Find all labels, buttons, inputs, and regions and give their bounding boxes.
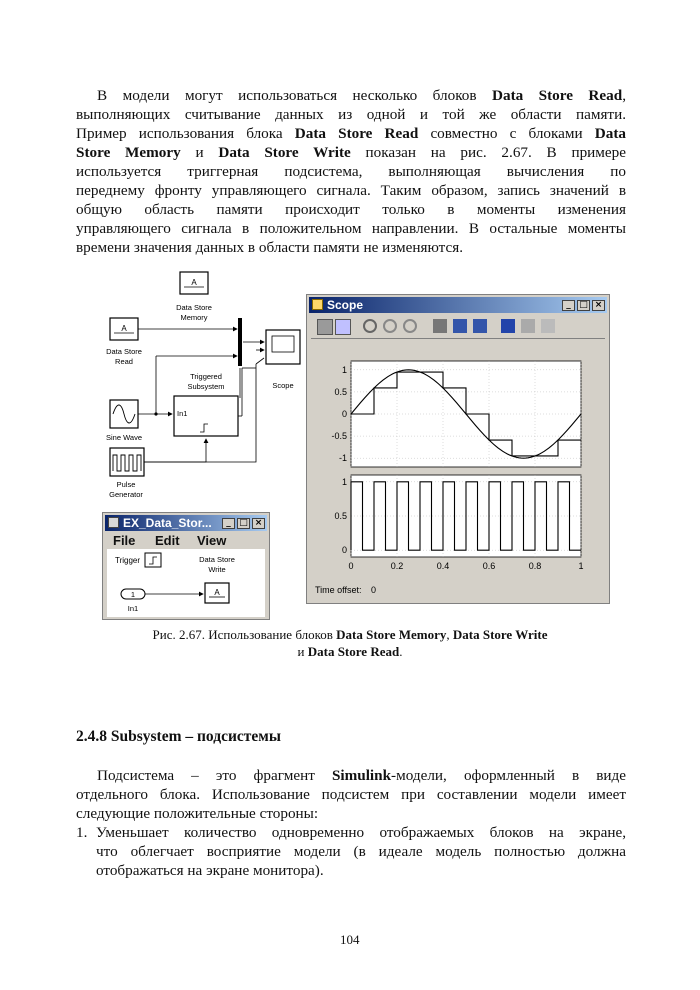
x-tick-label: 0.8 <box>528 561 542 571</box>
dsm-label-2: Memory <box>180 313 208 322</box>
menu-view[interactable]: View <box>197 533 227 548</box>
text-segment: Подсистема – это фрагмент <box>97 767 332 784</box>
scope-block-label: Scope <box>272 381 294 390</box>
x-tick-label: 1 <box>578 561 584 571</box>
inport-number: 1 <box>130 590 136 599</box>
scope-block[interactable] <box>266 330 300 390</box>
text-segment: , <box>622 87 626 104</box>
sine-wave-label: Sine Wave <box>106 433 142 442</box>
x-tick-label: 0.4 <box>436 561 450 571</box>
pulse-label-1: Pulse <box>116 480 136 489</box>
text-segment: и <box>180 144 219 161</box>
simulink-model-diagram <box>96 266 306 506</box>
text-segment: показан на рис. 2.67. В примере <box>350 144 626 161</box>
subsys-port-label: In1 <box>177 409 188 418</box>
text-segment: Data Store Write <box>218 144 351 161</box>
scope-plots <box>311 341 607 603</box>
text-segment: используется триггерная подсистема, выполняющая вычисления по <box>76 163 626 180</box>
time-offset-value: 0 <box>371 585 377 595</box>
scope-toolbar <box>311 316 605 339</box>
simulink-app-icon <box>108 517 119 528</box>
menu-edit[interactable]: Edit <box>155 533 180 548</box>
subsystem-titlebar[interactable] <box>105 515 267 531</box>
dsr-label-2: Read <box>115 357 133 366</box>
text-line <box>76 785 626 804</box>
dsr-label-1: Data Store <box>106 347 142 356</box>
data-store-memory-block[interactable] <box>176 272 212 322</box>
text-line <box>76 238 626 257</box>
y-tick-label: 1 <box>341 476 347 487</box>
text-segment: следующие положительные стороны: <box>76 805 319 822</box>
close-icon[interactable]: × <box>252 518 265 529</box>
text-line <box>76 124 626 143</box>
minimize-icon[interactable]: _ <box>562 300 575 311</box>
text-segment: Data Store Read <box>492 87 623 104</box>
data-store-write-block[interactable] <box>205 583 229 603</box>
zoom-x-icon[interactable] <box>383 319 397 333</box>
text-segment: Store Memory <box>76 144 181 161</box>
inport-label: In1 <box>127 604 139 613</box>
minimize-icon[interactable]: _ <box>222 518 235 529</box>
subsys-label-2: Subsystem <box>187 382 225 391</box>
text-segment: совместно с блоками <box>418 125 595 142</box>
figure-caption: Рис. 2.67. Использование блоков Data Store Memory, Data Store Write и Data Store Read. <box>152 627 548 659</box>
triggered-subsystem-block[interactable] <box>174 372 238 436</box>
signal-selection-icon[interactable] <box>541 319 555 333</box>
subsystem-paragraph <box>76 766 626 823</box>
dsw-label-2: Write <box>208 565 226 574</box>
inport-block[interactable] <box>121 589 145 613</box>
pulse-label-2: Generator <box>109 490 143 499</box>
text-line <box>76 105 626 124</box>
restore-axes-icon[interactable] <box>473 319 487 333</box>
list-item-text <box>96 823 626 880</box>
dsw-glyph: A <box>214 588 220 597</box>
y-tick-label: 0.5 <box>334 511 347 521</box>
menu-bar <box>107 533 265 547</box>
text-line <box>96 842 626 861</box>
text-segment: Пример использования блока <box>76 125 295 142</box>
subsystem-title: EX_Data_Stor... <box>123 516 212 530</box>
text-segment: выполняющих считывание данных из одной и той же области памяти. <box>76 106 626 123</box>
print-icon[interactable] <box>317 319 333 335</box>
text-line <box>76 162 626 181</box>
text-line <box>76 766 626 785</box>
time-offset-label: Time offset: <box>315 585 362 595</box>
save-axes-icon[interactable] <box>453 319 467 333</box>
text-segment: управляющего сигнала в положительном направлении. В остальные моменты <box>76 220 626 237</box>
x-tick-label: 0 <box>348 561 354 571</box>
sine-wave-block[interactable] <box>106 400 142 442</box>
floating-scope-icon[interactable] <box>501 319 515 333</box>
x-tick-label: 0.6 <box>482 561 496 571</box>
text-segment: В модели могут использоваться несколько блоков <box>97 87 493 104</box>
dsm-label-1: Data Store <box>176 303 212 312</box>
y-tick-label: 0 <box>341 545 347 556</box>
maximize-icon[interactable]: □ <box>577 300 590 311</box>
text-segment: общую область памяти происходит только в моменты изменения <box>76 201 626 218</box>
lock-axes-icon[interactable] <box>521 319 535 333</box>
menu-file[interactable]: File <box>113 533 136 548</box>
text-segment: Data <box>594 125 626 142</box>
y-tick-label: -1 <box>338 453 347 464</box>
pulse-generator-block[interactable] <box>109 448 144 499</box>
text-line <box>76 143 626 162</box>
close-icon[interactable]: × <box>592 300 605 311</box>
data-store-read-block[interactable] <box>106 318 142 366</box>
y-tick-label: 0.5 <box>334 386 347 397</box>
page-number: 104 <box>340 932 360 947</box>
y-tick-label: 1 <box>341 364 347 375</box>
parameters-icon[interactable] <box>335 319 351 335</box>
y-tick-label: -0.5 <box>331 431 347 442</box>
text-segment: отдельного блока. Использование подсистем при составлении модели имеет <box>76 786 626 803</box>
subsystem-window[interactable] <box>102 512 270 620</box>
scope-titlebar[interactable] <box>309 297 607 313</box>
subsys-label-1: Triggered <box>190 372 222 381</box>
list-marker: 1. <box>76 824 88 841</box>
dsr-glyph: A <box>121 324 127 333</box>
maximize-icon[interactable]: □ <box>237 518 250 529</box>
trigger-label: Trigger <box>115 556 141 565</box>
y-tick-label: 0 <box>341 409 347 419</box>
text-segment: Data Store Read <box>294 125 419 142</box>
text-line <box>76 200 626 219</box>
text-segment: -модели, оформленный в виде <box>391 767 626 784</box>
text-line <box>76 181 626 200</box>
text-line <box>76 86 626 105</box>
scope-title: Scope <box>327 298 364 312</box>
scope-window[interactable] <box>306 294 610 604</box>
text-segment: что облегчает восприятие модели (в идеале модель полностью должна <box>96 843 626 860</box>
text-line <box>76 804 626 823</box>
text-segment: Уменьшает количество одновременно отображаемых блоков на экране, <box>96 824 626 841</box>
text-segment: переднему фронту управляющего сигнала. Таким образом, запись значений в <box>76 182 626 199</box>
text-line <box>96 823 626 842</box>
intro-paragraph <box>76 86 626 257</box>
text-line <box>96 861 626 880</box>
mux-block[interactable] <box>238 318 242 366</box>
dsm-glyph: A <box>191 278 197 287</box>
zoom-y-icon[interactable] <box>403 319 417 333</box>
series-line-pulse-generator <box>351 482 581 550</box>
zoom-icon[interactable] <box>363 319 377 333</box>
x-tick-label: 0.2 <box>390 561 404 571</box>
trigger-block[interactable] <box>145 553 161 567</box>
section-heading: 2.4.8 Subsystem – подсистемы <box>76 728 281 745</box>
subsystem-canvas <box>107 549 265 617</box>
dsw-label-1: Data Store <box>199 555 235 564</box>
text-line <box>76 219 626 238</box>
text-segment: времени значения данных в области памяти не изменяются. <box>76 239 463 256</box>
autoscale-icon[interactable] <box>433 319 447 333</box>
text-segment: Simulink <box>331 767 392 784</box>
text-segment: отображаться на экране монитора). <box>96 862 324 879</box>
scope-app-icon <box>312 299 323 310</box>
